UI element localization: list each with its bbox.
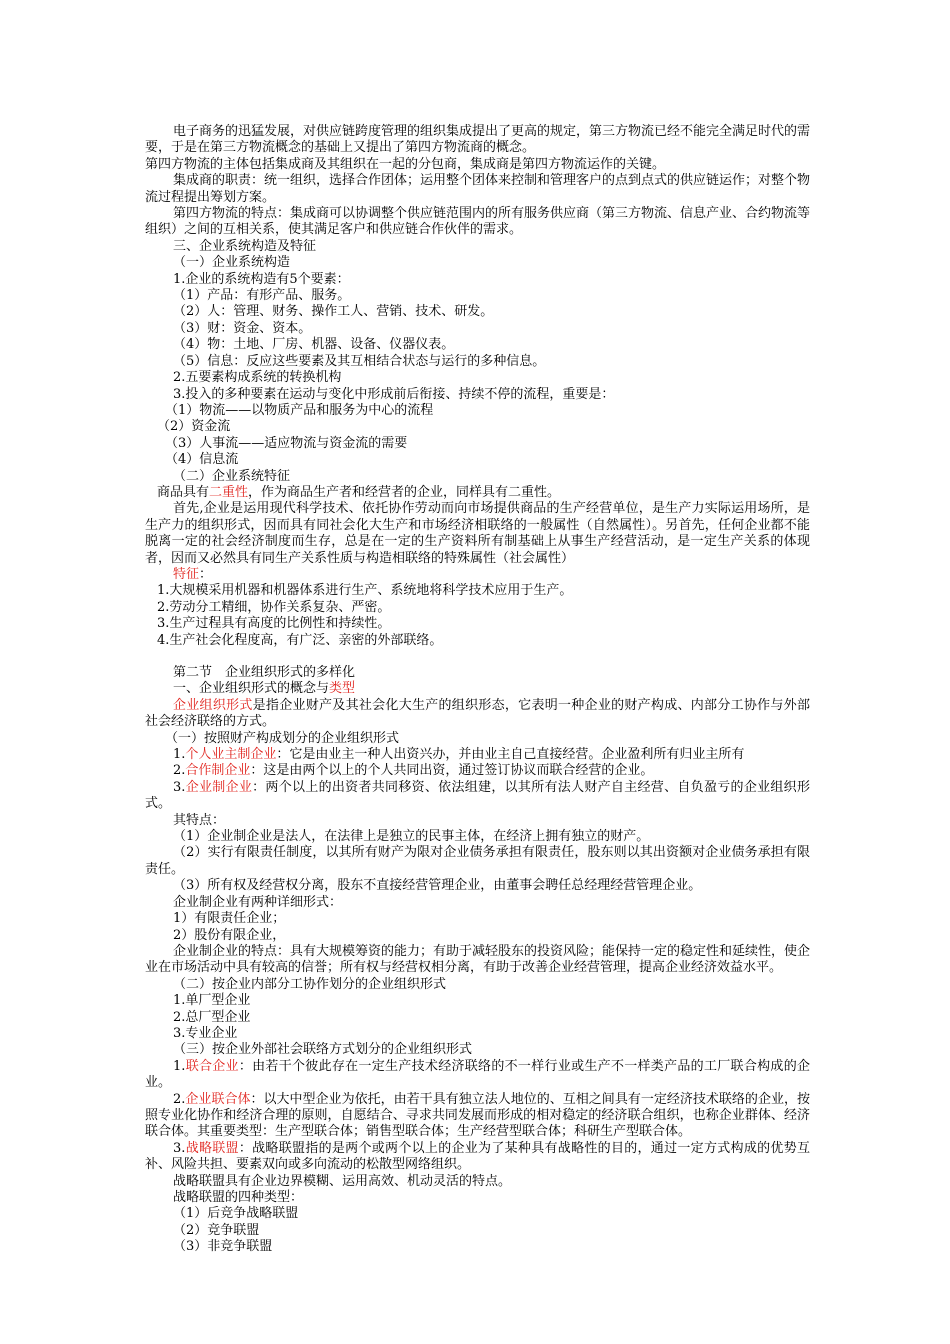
text-run: 企业制企业有两种详细形式： xyxy=(173,894,343,910)
text-run: 3.生产过程具有高度的比例性和持续性。 xyxy=(157,616,391,632)
paragraph xyxy=(145,469,810,485)
paragraph xyxy=(145,337,810,353)
paragraph xyxy=(145,665,810,681)
text-run: ：以大中型企业为依托，由若干具有独立法人地位的、互相之间具有一定经济技术联络的企业，按照专业化协作和经济合理的原则，自愿结合、寻求共同发展而形成的相对稳定的经济联合组织，也称企业群体、经济联合体。其重要类型：生产型联合体；销售型联合体；生产经营型联合体；科研生产型联合体。 xyxy=(145,1091,810,1140)
text-run: 3. xyxy=(173,779,186,795)
text-run: 其特点： xyxy=(173,812,226,828)
text-run: （2）实行有限责任制度，以其所有财产为限对企业债务承担有限责任，股东则以其出资额对企业债务承担有限责任。 xyxy=(145,845,810,877)
paragraph xyxy=(145,501,810,567)
text-run: ：这是由两个以上的个人共同出资，通过签订协议而联合经营的企业。 xyxy=(250,763,654,779)
paragraph xyxy=(145,1174,810,1190)
highlighted-term: 类型 xyxy=(329,681,356,697)
text-run: 1.大规模采用机器和机器体系进行生产、系统地将科学技术应用于生产。 xyxy=(157,583,573,599)
paragraph xyxy=(145,895,810,911)
paragraph xyxy=(145,255,810,271)
text-run: （2）竞争联盟 xyxy=(173,1222,260,1238)
text-run: ： xyxy=(199,566,213,582)
document-body xyxy=(145,124,810,1256)
paragraph xyxy=(145,288,810,304)
text-run: （二）企业系统特征 xyxy=(173,468,291,484)
text-run: 第四方物流的特点：集成商可以协调整个供应链范围内的所有服务供应商（第三方物流、信息产业、合约物流等组织）之间的互相关系，使其满足客户和供应链合作伙伴的需求。 xyxy=(145,206,811,238)
text-run: 第四方物流的主体包括集成商及其组织在一起的分包商，集成商是第四方物流运作的关键。 xyxy=(145,156,666,172)
highlighted-term: 特征 xyxy=(173,566,200,582)
text-run: ，作为商品生产者和经营者的企业，同样具有二重性。 xyxy=(248,484,561,500)
paragraph xyxy=(145,1059,810,1092)
highlighted-term: 联合企业 xyxy=(185,1058,239,1074)
text-run: ：战略联盟指的是两个或两个以上的企业为了某种具有战略性的目的，通过一定方式构成的优势互补、风险共担、要素双向或多向流动的松散型网络组织。 xyxy=(145,1140,810,1173)
text-run: ：由若干个彼此存在一定生产技术经济联络的不一样行业或生产不一样类产品的工厂联合构成的企业。 xyxy=(145,1058,810,1091)
paragraph xyxy=(145,1026,810,1042)
text-run: 三、企业系统构造及特征 xyxy=(173,238,317,254)
paragraph xyxy=(145,321,810,337)
text-run: 商品具有 xyxy=(157,484,210,500)
paragraph xyxy=(145,403,810,419)
paragraph xyxy=(145,157,810,173)
paragraph-gap xyxy=(145,649,810,665)
text-run: （3）所有权及经营权分离，股东不直接经营管理企业，由董事会聘任总经理经营管理企业。 xyxy=(173,878,702,894)
paragraph xyxy=(145,977,810,993)
text-run: 战略联盟具有企业边界模糊、运用高效、机动灵活的特点。 xyxy=(173,1173,512,1189)
text-run: （1）产品：有形产品、服务。 xyxy=(173,288,351,304)
text-run: 1.企业的系统构造有5个要素： xyxy=(173,271,350,287)
text-run: 一、企业组织形式的概念与 xyxy=(173,681,330,697)
paragraph xyxy=(145,845,810,878)
text-run: 战略联盟的四种类型： xyxy=(173,1190,304,1205)
paragraph xyxy=(145,829,810,845)
text-run: 1. xyxy=(173,747,186,763)
text-run: 3.专业企业 xyxy=(173,1025,238,1041)
paragraph xyxy=(145,928,810,944)
text-run: （2）资金流 xyxy=(157,419,231,435)
text-run: ：它是由业主一种人出资兴办，并由业主自己直接经营。企业盈利所有归业主所有 xyxy=(276,747,745,763)
text-run: （二）按企业内部分工协作划分的企业组织形式 xyxy=(173,976,447,992)
text-run: （一）企业系统构造 xyxy=(173,255,291,271)
highlighted-term: 合作制企业 xyxy=(185,763,251,779)
text-run: （一）按照财产构成划分的企业组织形式 xyxy=(165,730,400,746)
text-run: 首先,企业是运用现代科学技术、依托协作劳动而向市场提供商品的生产经营单位，是生产力实际运用场所，是生产力的组织形式，因而具有同社会化大生产和市场经济相联络的一般属性（自然属性）。另首先，任何企业都不能脱离一定的社会经济制度而生存，总是在一定的生产资料所有制基础上从事生产经营活动，是一定生产关系的体现者，因而又必然具有同生产关系性质与构造相联络的特殊属性（社会属性） xyxy=(145,501,810,566)
paragraph xyxy=(145,1010,810,1026)
paragraph xyxy=(145,1092,810,1141)
paragraph xyxy=(145,206,810,239)
paragraph xyxy=(145,387,810,403)
paragraph xyxy=(145,616,810,632)
paragraph xyxy=(145,944,810,977)
paragraph xyxy=(145,731,810,747)
paragraph xyxy=(145,436,810,452)
text-run: 第二节 企业组织形式的多样化 xyxy=(173,665,356,680)
text-run: （5）信息：反应这些要素及其互相结合状态与运行的多种信息。 xyxy=(173,353,546,369)
text-run: （3）人事流——适应物流与资金流的需要 xyxy=(165,435,408,451)
highlighted-term: 企业制企业 xyxy=(185,779,253,795)
text-run: 1.单厂型企业 xyxy=(173,993,251,1009)
paragraph xyxy=(145,370,810,386)
text-run: （3）非竞争联盟 xyxy=(173,1239,273,1255)
text-run: 4.生产社会化程度高，有广泛、亲密的外部联络。 xyxy=(157,632,443,648)
paragraph xyxy=(145,633,810,649)
highlighted-term: 个人业主制企业 xyxy=(185,747,277,763)
text-run: （三）按企业外部社会联络方式划分的企业组织形式 xyxy=(173,1042,473,1058)
paragraph xyxy=(145,1239,810,1255)
paragraph xyxy=(145,354,810,370)
text-run: （3）财：资金、资本。 xyxy=(173,320,312,336)
paragraph xyxy=(145,173,810,206)
paragraph xyxy=(145,1190,810,1206)
paragraph xyxy=(145,485,810,501)
highlighted-term: 二重性 xyxy=(209,484,249,500)
text-run: 企业制企业的特点：具有大规模筹资的能力；有助于减轻股东的投资风险；能保持一定的稳定性和延续性，使企业在市场活动中具有较高的信誉；所有权与经营权相分离，有助于改善企业经营管理，提高企业经济效益水平。 xyxy=(145,943,811,976)
paragraph xyxy=(145,239,810,255)
text-run: 电子商务的迅猛发展，对供应链跨度管理的组织集成提出了更高的规定，第三方物流已经不能完全满足时代的需要，于是在第三方物流概念的基础上又提出了第四方物流商的概念。 xyxy=(145,124,811,156)
highlighted-term: 战略联盟 xyxy=(185,1140,239,1156)
text-run: 1. xyxy=(173,1058,186,1074)
text-run: 2. xyxy=(173,1091,186,1107)
text-run: （4）物：土地、厂房、机器、设备、仪器仪表。 xyxy=(173,337,455,353)
paragraph xyxy=(145,1042,810,1058)
paragraph xyxy=(145,583,810,599)
text-run: 2. xyxy=(173,763,186,779)
paragraph xyxy=(145,452,810,468)
paragraph xyxy=(145,567,810,583)
paragraph xyxy=(145,993,810,1009)
text-run: （1）物流——以物质产品和服务为中心的流程 xyxy=(165,402,434,418)
paragraph xyxy=(145,304,810,320)
text-run: 是指企业财产及其社会化大生产的组织形态，它表明一种企业的财产构成、内部分工协作与外部社会经济联络的方式。 xyxy=(145,697,810,730)
paragraph xyxy=(145,813,810,829)
paragraph xyxy=(145,681,810,697)
text-run: 2）股份有限企业， xyxy=(173,927,286,943)
highlighted-term: 企业联合体 xyxy=(185,1091,251,1107)
text-run: 2.五要素构成系统的转换机构 xyxy=(173,370,342,386)
text-run: 1）有限责任企业； xyxy=(173,911,286,927)
text-run: 2.劳动分工精细，协作关系复杂、严密。 xyxy=(157,599,391,615)
highlighted-term: 企业组织形式 xyxy=(173,697,253,713)
paragraph xyxy=(145,1141,810,1174)
paragraph xyxy=(145,780,810,813)
text-run: （1）企业制企业是法人，在法律上是独立的民事主体，在经济上拥有独立的财产。 xyxy=(173,829,650,845)
text-run: （4）信息流 xyxy=(165,452,239,468)
text-run: 集成商的职责：统一组织，选择合作团体；运用整个团体来控制和管理客户的点到点式的供应链运作；对整个物流过程提出筹划方案。 xyxy=(145,173,811,205)
paragraph xyxy=(145,698,810,731)
paragraph xyxy=(145,124,810,157)
text-run: （2）人：管理、财务、操作工人、营销、技术、研发。 xyxy=(173,304,494,320)
text-run: 2.总厂型企业 xyxy=(173,1009,251,1025)
paragraph xyxy=(145,911,810,927)
paragraph xyxy=(145,419,810,435)
paragraph xyxy=(145,1223,810,1239)
text-run: 3. xyxy=(173,1140,186,1156)
paragraph xyxy=(145,1206,810,1222)
paragraph xyxy=(145,747,810,763)
text-run: ：两个以上的出资者共同移资、依法组建，以其所有法人财产自主经营、自负盈亏的企业组织形式。 xyxy=(145,779,810,812)
text-run: （1）后竞争战略联盟 xyxy=(173,1206,299,1222)
text-run: 3.投入的多种要素在运动与变化中形成前后衔接、持续不停的流程，重要是： xyxy=(173,386,615,402)
paragraph xyxy=(145,763,810,779)
paragraph xyxy=(145,600,810,616)
paragraph xyxy=(145,272,810,288)
paragraph xyxy=(145,878,810,894)
